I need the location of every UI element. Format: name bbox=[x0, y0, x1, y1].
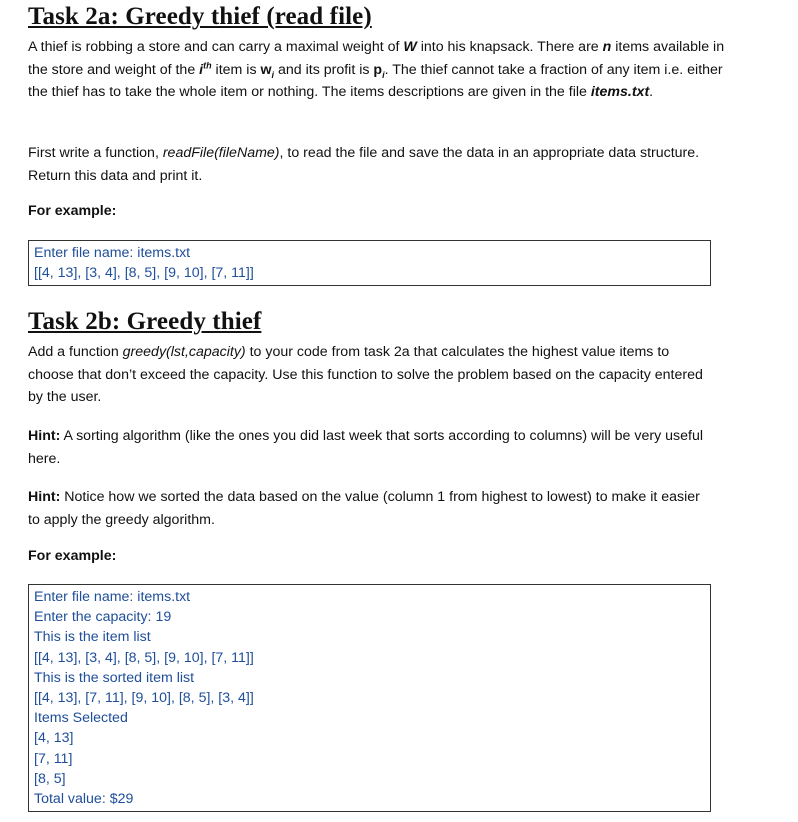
example-output-line: [7, 11] bbox=[34, 750, 73, 767]
task-2b-description: Add a function greedy(lst,capacity) to your code from task 2a that calculates the highest value items to choose that don’t exceed the capacity. Use this function to solve the problem based on the capacity entered by the user. bbox=[28, 344, 703, 405]
example-output-line: This is the item list bbox=[34, 629, 151, 646]
task-2b-example-output-box bbox=[28, 584, 711, 812]
greedy-function-name: greedy(lst,capacity) bbox=[122, 344, 246, 360]
task-2b-example-label: For example: bbox=[28, 548, 117, 564]
task-2b-title: Task 2b: Greedy thief bbox=[28, 308, 262, 335]
example-output-line: [8, 5] bbox=[34, 770, 66, 787]
items-file-name: items.txt bbox=[590, 84, 650, 100]
task-2b-hint-sorting: Hint: A sorting algorithm (like the ones you did last week that sorts according to columns) will be very useful here. bbox=[28, 428, 703, 467]
example-output-line: [[4, 13], [7, 11], [9, 10], [8, 5], [3, 4]] bbox=[34, 690, 254, 707]
example-output-line: Items Selected bbox=[34, 710, 128, 727]
task-2a-example-label: For example: bbox=[28, 203, 117, 219]
readfile-function-name: readFile(fileName) bbox=[162, 145, 280, 161]
example-output-line: Enter file name: items.txt bbox=[34, 589, 191, 605]
example-output-line: Total value: $29 bbox=[34, 791, 134, 808]
task-2a-description: A thief is robbing a store and can carry a maximal weight of W into his knapsack. There are n items available in the store and weight of the $i^{th}$ item is $w_i$ and its profit is $p_i$. The thief cannot take a fraction of any item i.e. either the thief has to take the whole item or nothing. The items descriptions are given in the file items.txt. bbox=[28, 39, 725, 100]
example-output-line: [4, 13] bbox=[34, 730, 74, 747]
task-2b-hint-sorted-data: Hint: Notice how we sorted the data based on the value (column 1 from highest to lowest) to make it easier to apply the greedy algorithm. bbox=[28, 489, 700, 528]
example-output-line: [[4, 13], [3, 4], [8, 5], [9, 10], [7, 11]] bbox=[34, 265, 254, 282]
task-2a-instructions: First write a function, readFile(fileName), to read the file and save the data in an appropriate data structure. Return this data and print it. bbox=[28, 145, 700, 184]
task-2a-example-output-box bbox=[28, 240, 711, 286]
example-output-line: Enter the capacity: 19 bbox=[34, 609, 172, 626]
example-output-line: Enter file name: items.txt bbox=[34, 245, 191, 261]
task-2a-title: Task 2a: Greedy thief (read file) bbox=[28, 3, 372, 30]
example-output-line: [[4, 13], [3, 4], [8, 5], [9, 10], [7, 11]] bbox=[34, 649, 254, 666]
example-output-line: This is the sorted item list bbox=[34, 669, 195, 686]
